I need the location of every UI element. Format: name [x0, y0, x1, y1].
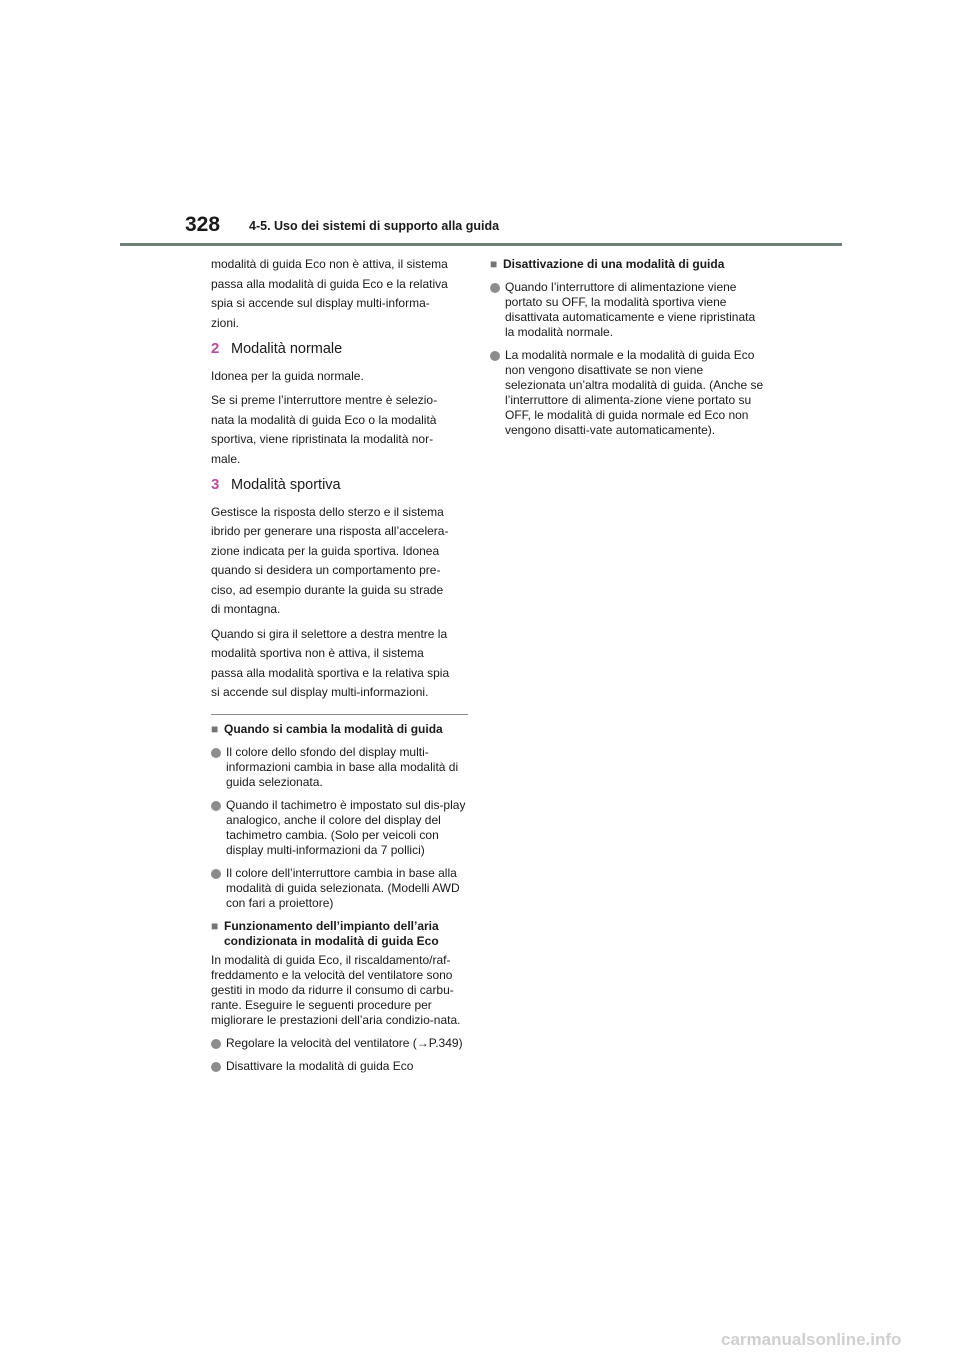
square-bullet-icon: ■ — [211, 918, 219, 933]
body-line: Idonea per la guida normale. — [211, 368, 364, 383]
body-line: si accende sul display multi-informazioni. — [211, 685, 429, 699]
right-column — [490, 255, 765, 446]
list-item-text: La modalità normale e la modalità di guida Eco non vengono disattivate se non viene selezionata un’altra modalità di guida. (Anche se l’interruttore di alimenta-zione viene portato su OFF, le modalità di guida normale ed Eco non vengono disatti-vate automaticamente). — [505, 348, 764, 437]
list-item-text: Il colore dello sfondo del display multi-informazioni cambia in base alla modalità di guida selezionata. — [226, 744, 459, 789]
note-heading — [211, 919, 471, 949]
body-line: quando si desidera un comportamento pre- — [211, 563, 441, 577]
section-title: Modalità sportiva — [231, 477, 341, 493]
bullet-icon — [211, 1062, 221, 1072]
note-heading-text: Disattivazione di una modalità di guida — [503, 257, 725, 271]
note-heading-text: Funzionamento dell’impianto dell’aria condizionata in modalità di guida Eco — [224, 918, 439, 948]
list-item — [211, 1036, 471, 1051]
body-line: Quando si gira il selettore a destra mentre la — [211, 626, 448, 641]
bullet-icon — [211, 1039, 221, 1049]
notes-divider — [211, 714, 468, 715]
body-line: di montagna. — [211, 602, 281, 616]
bullet-icon — [211, 748, 221, 758]
list-item-text: Il colore dell’interruttore cambia in base alla modalità di guida selezionata. (Modelli AWD con fari a proiettore) — [226, 865, 460, 910]
list-item — [490, 280, 765, 340]
section-title: Modalità normale — [231, 341, 343, 357]
body-line: passa alla modalità di guida Eco e la relativa — [211, 276, 448, 291]
body-line: male. — [211, 451, 241, 466]
left-column — [211, 255, 471, 1082]
body-line: modalità sportiva non è attiva, il sistema — [211, 646, 424, 660]
section-number: 2 — [211, 340, 220, 357]
section-number: 3 — [211, 476, 220, 493]
body-line: Se si preme l’interruttore mentre è selezio- — [211, 393, 438, 407]
body-line: sportiva, viene ripristinata la modalità nor- — [211, 432, 434, 446]
header-divider — [120, 243, 842, 246]
body-line: nata la modalità di guida Eco o la modalità — [211, 412, 437, 427]
square-bullet-icon: ■ — [211, 721, 219, 736]
chapter-title: 4-5. Uso dei sistemi di supporto alla guida — [249, 219, 500, 233]
watermark: carmanualsonline.info — [721, 1330, 902, 1349]
body-line: spia si accende sul display multi-informa- — [211, 296, 430, 310]
bullet-icon — [490, 351, 500, 361]
square-bullet-icon: ■ — [490, 257, 498, 271]
body-line: zioni. — [211, 315, 240, 330]
body-line: Gestisce la risposta dello sterzo e il sistema — [211, 504, 444, 519]
list-item — [211, 866, 471, 911]
note-heading-text: Quando si cambia la modalità di guida — [224, 721, 443, 736]
body-line: ciso, ad esempio durante la guida su strade — [211, 582, 444, 597]
bullet-icon — [211, 869, 221, 879]
note-text: In modalità di guida Eco, il riscaldamento/raf-freddamento e la velocità del ventilatore sono gestiti in modo da ridurre il consumo di carbu-rante. Eseguire le seguenti procedure per migliorare le prestazioni dell’aria condizio-nata. — [211, 952, 461, 1027]
list-item — [211, 745, 471, 790]
list-item-text: Disattivare la modalità di guida Eco — [226, 1058, 414, 1073]
body-line: ibrido per generare una risposta all’accelera- — [211, 524, 449, 538]
list-item-text: Quando l’interruttore di alimentazione viene portato su OFF, la modalità sportiva viene disattivata automaticamente e viene ripristinata la modalità normale. — [505, 280, 756, 339]
bullet-icon — [490, 283, 500, 293]
list-item-text: Regolare la velocità del ventilatore (→P.349) — [226, 1035, 463, 1050]
body-line: modalità di guida Eco non è attiva, il sistema — [211, 257, 448, 271]
note-heading — [211, 722, 471, 737]
page-number: 328 — [185, 213, 221, 236]
note-heading — [490, 257, 765, 272]
body-line: zione indicata per la guida sportiva. Idonea — [211, 543, 440, 558]
bullet-icon — [211, 801, 221, 811]
list-item — [211, 1059, 471, 1074]
page-header — [0, 0, 960, 250]
list-item — [211, 798, 471, 858]
list-item-text: Quando il tachimetro è impostato sul dis-play analogico, anche il colore del display del tachimetro cambia. (Solo per veicoli con display multi-informazioni da 7 pollici) — [226, 797, 466, 857]
section-heading-normal — [211, 339, 471, 360]
section-heading-sport — [211, 475, 471, 496]
body-line: passa alla modalità sportiva e la relativa spia — [211, 665, 450, 680]
list-item — [490, 348, 765, 438]
